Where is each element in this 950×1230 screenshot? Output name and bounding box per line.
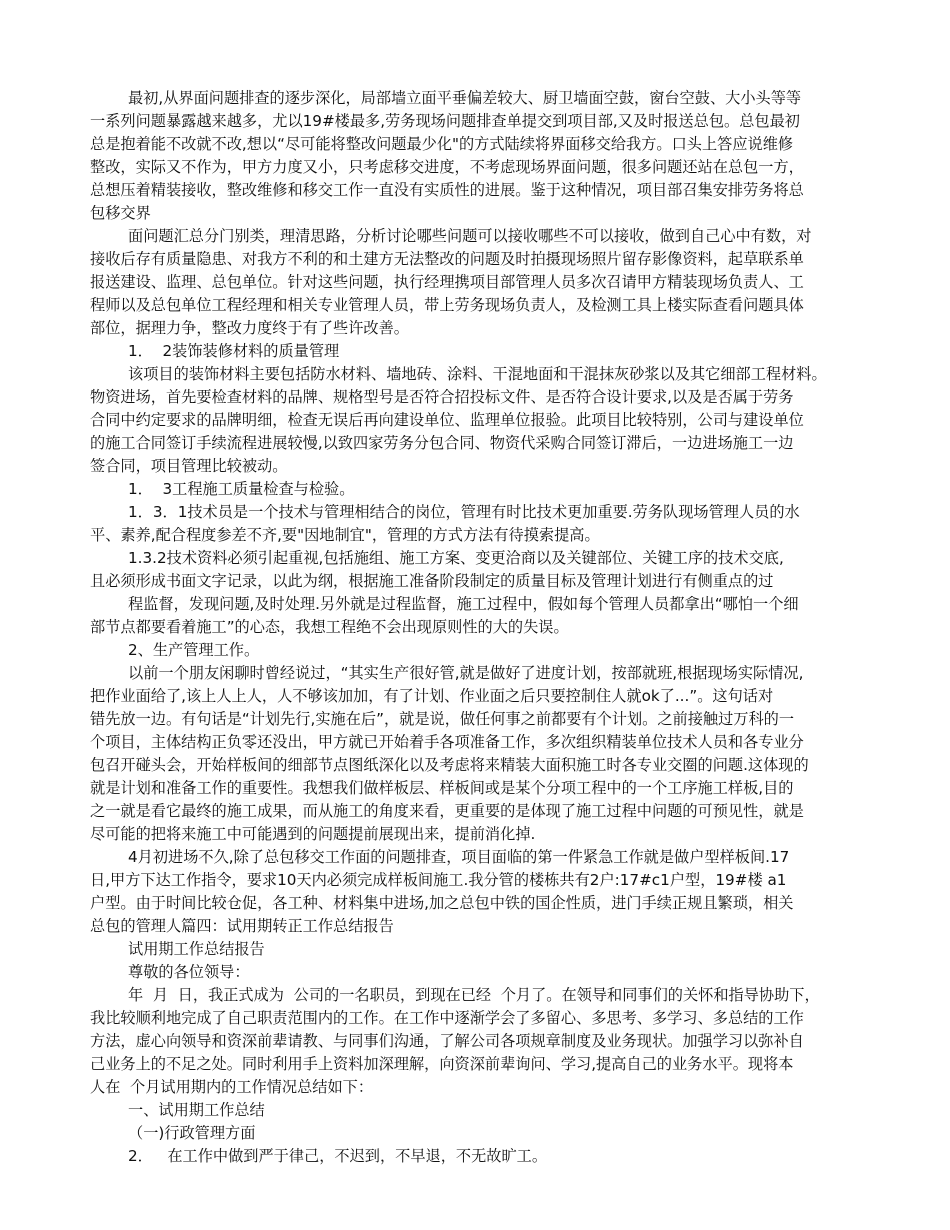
text-line: 包召开碰头会，开始样板间的细部节点图纸深化以及考虑将来精装大面积施工时各专业交圈的问题.这体现的 [90, 756, 809, 774]
text-line: 程师以及总包单位工程经理和相关专业管理人员，带上劳务现场负责人，及检测工具上楼实际查看问题具体 [90, 296, 804, 314]
text-line: 合同中约定要求的品牌明细，检查无误后再向建设单位、监理单位报验。此项目比较特别，公司与建设单位 [90, 411, 804, 429]
text-line: 就是计划和准备工作的重要性。我想我们做样板层、样板间或是某个分项工程中的一个工序施工样板,目的 [90, 779, 794, 797]
text-line: 以前一个朋友闲聊时曾经说过，“其实生产很好管,就是做好了进度计划，按部就班,根据现场实际情况, [128, 664, 804, 682]
text-line: 报送建设、监理、总包单位。针对这些问题，执行经理携项目部管理人员多次召请甲方精装现场负责人、工 [90, 273, 804, 291]
text-line: 整改，实际又不作为，甲方力度又小，只考虑移交进度，不考虑现场界面问题，很多问题还站在总包一方， [90, 158, 804, 176]
text-line: 己业务上的不足之处。同时利用手上资料加深理解，向资深前辈询问、学习,提高自己的业务水平。现将本 [90, 1055, 794, 1073]
text-line: 面问题汇总分门别类，理清思路，分析讨论哪些问题可以接收哪些不可以接收，做到自己心中有数，对 [128, 227, 812, 245]
text-line: 尽可能的把将来施工中可能遇到的问题提前展现出来，提前消化掉. [90, 825, 536, 843]
list-item: 2． 在工作中做到严于律己，不迟到，不早退，不无故旷工。 [128, 1147, 548, 1165]
text-line: 部节点都要看着施工”的心态，我想工程绝不会出现原则性的大的失误。 [90, 618, 569, 636]
section-heading: 一、试用期工作总结 [128, 1101, 265, 1119]
text-line: 错先放一边。有句话是“计划先行,实施在后”，就是说，做任何事之前都要有个计划。之前接触过万科的一 [90, 710, 795, 728]
subsection-heading: （一)行政管理方面 [128, 1124, 256, 1142]
text-line: 签合同，项目管理比较被动。 [90, 457, 288, 475]
text-line: 一系列问题暴露越来越多，尤以19#楼最多,劳务现场问题排查单提交到项目部,又及时报送总包。总包最初 [90, 112, 800, 130]
text-line: 的施工合同签订手续流程进展较慢,以致四家劳务分包合同、物资代采购合同签订滞后，一边进场施工一边 [90, 434, 794, 452]
text-line: 包移交界 [90, 204, 151, 222]
text-line: 4月初进场不久,除了总包移交工作面的问题排查，项目面临的第一件紧急工作就是做户型样板间.17 [128, 848, 790, 866]
text-line: 最初,从界面问题排查的逐步深化，局部墙立面平垂偏差较大、厨卫墙面空鼓，窗台空鼓、大小头等等 [128, 89, 802, 107]
salutation: 尊敬的各位领导： [128, 963, 250, 981]
text-line: 接收后存有质量隐患、对我方不利的和土建方无法整改的问题及时拍摄现场照片留存影像资料，起草联系单 [90, 250, 804, 268]
section-heading: 2、生产管理工作。 [128, 641, 260, 659]
text-line: 方法，虚心向领导和资深前辈请教、与同事们沟通，了解公司各项规章制度及业务现状。加强学习以弥补自 [90, 1032, 804, 1050]
report-title: 试用期工作总结报告 [128, 940, 265, 958]
text-line: 且必须形成书面文字记录，以此为纲，根据施工准备阶段制定的质量目标及管理计划进行有侧重点的过 [90, 572, 774, 590]
section-heading: 1． 2装饰装修材料的质量管理 [128, 342, 340, 360]
section-heading: 1． 3工程施工质量检查与检验。 [128, 480, 355, 498]
text-line: 年 月 日，我正式成为 公司的一名职员，到现在已经 个月了。在领导和同事们的关怀和指导协助下， [128, 986, 820, 1004]
text-line: 总包的管理人篇四：试用期转正工作总结报告 [90, 917, 394, 935]
text-line: 户型。由于时间比较仓促，各工种、材料集中进场,加之总包中铁的国企性质，进门手续正规且繁琐，相关 [90, 894, 794, 912]
text-line: 平、素养,配合程度参差不齐,要"因地制宜"，管理的方式方法有待摸索提高。 [90, 526, 600, 544]
text-line: 人在 个月试用期内的工作情况总结如下： [90, 1078, 374, 1096]
text-line: 总想压着精装接收，整改维修和移交工作一直没有实质性的进展。鉴于这种情况，项目部召集安排劳务将总 [90, 181, 804, 199]
text-line: 1.3.2技术资料必须引起重视,包括施组、施工方案、变更洽商以及关键部位、关键工序的技术交底, [128, 549, 784, 567]
text-line: 程监督，发现问题,及时处理.另外就是过程监督，施工过程中，假如每个管理人员都拿出“哪怕一个细 [128, 595, 799, 613]
text-line: 日,甲方下达工作指令，要求10天内必须完成样板间施工.我分管的楼栋共有2户:17#c1户型，19#楼 a1 [90, 871, 787, 889]
text-line: 该项目的装饰材料主要包括防水材料、墙地砖、涂料、干混地面和干混抹灰砂浆以及其它细部工程材料。 [128, 365, 827, 383]
text-line: 总是抱着能不改就不改,想以“尽可能将整改问题最少化"的方式陆续将界面移交给我方。口头上答应说维修 [90, 135, 794, 153]
text-line: 1．3．1技术员是一个技术与管理相结合的岗位，管理有时比技术更加重要.劳务队现场管理人员的水 [128, 503, 800, 521]
text-line: 我比较顺利地完成了自己职责范围内的工作。在工作中逐渐学会了多留心、多思考、多学习、多总结的工作 [90, 1009, 804, 1027]
text-line: 把作业面给了,该上人上人，人不够该加加，有了计划、作业面之后只要控制住人就ok了...”。这句话对 [90, 687, 774, 705]
text-line: 个项目，主体结构正负零还没出，甲方就已开始着手各项准备工作，多次组织精装单位技术人员和各专业分 [90, 733, 804, 751]
text-line: 部位，据理力争，整改力度终于有了些许改善。 [90, 319, 409, 337]
text-line: 物资进场，首先要检查材料的品牌、规格型号是否符合招投标文件、是否符合设计要求,以及是否属于劳务 [90, 388, 794, 406]
text-line: 之一就是看它最终的施工成果，而从施工的角度来看，更重要的是体现了施工过程中问题的可预见性，就是 [90, 802, 804, 820]
